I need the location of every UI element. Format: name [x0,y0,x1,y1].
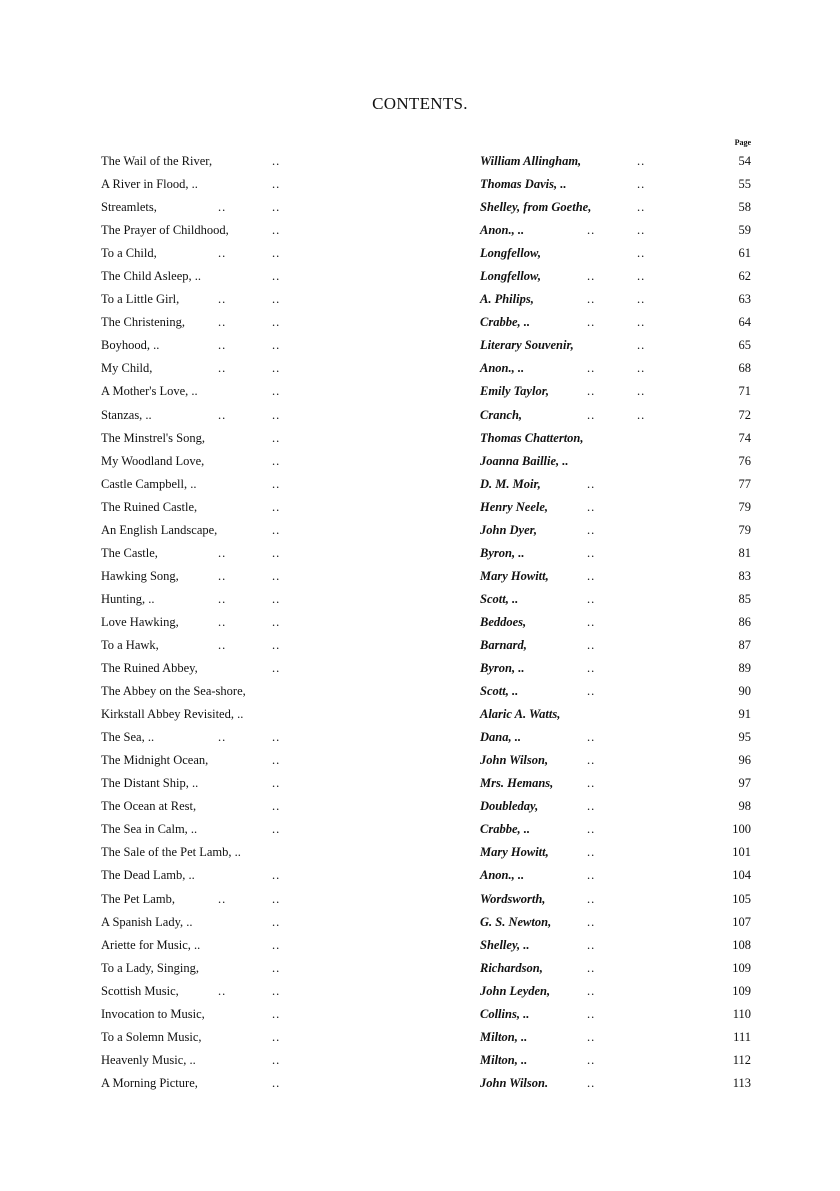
contents-entry [0,542,840,565]
entry-page-number: 83 [738,568,751,583]
leader-dots: .. [218,614,227,629]
leader-dots: .. [272,776,281,791]
leader-dots: .. [218,338,227,353]
entry-page-number: 76 [738,453,751,468]
leader-dots: .. [587,983,596,998]
entry-title: A Morning Picture, [101,1075,198,1090]
entry-title: Kirkstall Abbey Revisited, .. [101,707,244,722]
entry-page-number: 79 [738,522,751,537]
entry-author: John Wilson. [480,1075,549,1090]
entry-title: Hunting, .. [101,591,155,606]
entry-page-number: 90 [738,684,751,699]
contents-entry [0,242,840,265]
contents-entry [0,219,840,242]
leader-dots: .. [587,269,596,284]
leader-dots: .. [272,730,281,745]
leader-dots: .. [587,499,596,514]
leader-dots: .. [587,799,596,814]
entry-title: To a Child, [101,246,157,261]
contents-entry [0,288,840,311]
entry-page-number: 108 [732,937,751,952]
contents-entry [0,173,840,196]
entry-title: The Ruined Castle, [101,499,198,514]
entry-title: The Midnight Ocean, [101,753,209,768]
leader-dots: .. [637,177,646,192]
leader-dots: .. [272,983,281,998]
entry-page-number: 71 [738,384,751,399]
contents-entry [0,726,840,749]
entry-title: The Sale of the Pet Lamb, .. [101,845,241,860]
leader-dots: .. [218,891,227,906]
entry-title: Invocation to Music, [101,1006,205,1021]
entry-title: The Child Asleep, .. [101,269,201,284]
entry-page-number: 72 [738,407,751,422]
entry-author: Emily Taylor, [480,384,549,399]
leader-dots: .. [587,868,596,883]
entry-title: My Woodland Love, [101,453,205,468]
leader-dots: .. [272,637,281,652]
leader-dots: .. [272,937,281,952]
entry-page-number: 55 [738,177,751,192]
entry-title: To a Solemn Music, [101,1029,202,1044]
entry-author: Mrs. Hemans, [480,776,554,791]
entry-page-number: 104 [732,868,751,883]
leader-dots: .. [272,223,281,238]
leader-dots: .. [272,1029,281,1044]
contents-entry [0,588,840,611]
entry-title: The Wail of the River, [101,154,213,168]
entry-title: A River in Flood, .. [101,177,198,192]
leader-dots: .. [587,292,596,307]
contents-entry [0,427,840,450]
contents-entry [0,841,840,864]
entry-page-number: 86 [738,614,751,629]
leader-dots: .. [272,476,281,491]
leader-dots: .. [637,384,646,399]
contents-entry [0,703,840,726]
contents-entry [0,1049,840,1072]
entry-author: Alaric A. Watts, [480,707,561,722]
leader-dots: .. [587,407,596,422]
leader-dots: .. [272,1075,281,1090]
entry-author: Shelley, .. [480,937,530,952]
entry-page-number: 91 [738,707,751,722]
leader-dots: .. [272,568,281,583]
leader-dots: .. [637,246,646,261]
entry-author: Longfellow, [480,269,541,284]
entry-title: The Pet Lamb, [101,891,175,906]
contents-entry [0,634,840,657]
leader-dots: .. [272,591,281,606]
entry-page-number: 107 [732,914,751,929]
leader-dots: .. [272,177,281,192]
contents-entry [0,1072,840,1095]
page-title: CONTENTS. [372,94,468,113]
contents-entry [0,611,840,634]
entry-author: Richardson, [480,960,543,975]
contents-entry [0,957,840,980]
leader-dots: .. [218,407,227,422]
contents-entry [0,1026,840,1049]
leader-dots: .. [587,1029,596,1044]
leader-dots: .. [637,200,646,215]
leader-dots: .. [272,430,281,445]
entry-title: Castle Campbell, .. [101,476,197,491]
entry-page-number: 96 [738,753,751,768]
leader-dots: .. [272,338,281,353]
contents-entry [0,334,840,357]
entry-author: Wordsworth, [480,891,546,906]
contents-entry [0,565,840,588]
leader-dots: .. [272,499,281,514]
entry-page-number: 113 [732,1075,751,1090]
contents-entry [0,519,840,542]
entry-title: My Child, [101,361,153,376]
entry-page-number: 64 [738,315,751,330]
entry-page-number: 101 [732,845,751,860]
entry-page-number: 62 [738,269,751,284]
leader-dots: .. [637,154,646,168]
leader-dots: .. [587,891,596,906]
leader-dots: .. [587,476,596,491]
entry-title: The Castle, [101,545,158,560]
leader-dots: .. [218,200,227,215]
leader-dots: .. [587,361,596,376]
contents-entry [0,380,840,403]
contents-entry [0,357,840,380]
entry-title: The Dead Lamb, .. [101,868,195,883]
leader-dots: .. [218,361,227,376]
contents-entry [0,888,840,911]
contents-entry [0,980,840,1003]
contents-entry [0,864,840,887]
leader-dots: .. [587,315,596,330]
leader-dots: .. [272,799,281,814]
entry-title: Hawking Song, [101,568,179,583]
entry-page-number: 97 [738,776,751,791]
leader-dots: .. [587,568,596,583]
entry-author: Literary Souvenir, [480,338,574,353]
leader-dots: .. [587,1052,596,1067]
entry-author: Beddoes, [480,614,527,629]
entry-title: A Spanish Lady, .. [101,914,193,929]
entry-title: Heavenly Music, .. [101,1052,196,1067]
leader-dots: .. [587,776,596,791]
contents-entry [0,196,840,219]
leader-dots: .. [218,545,227,560]
leader-dots: .. [272,384,281,399]
entry-author: D. M. Moir, [480,476,541,491]
leader-dots: .. [218,591,227,606]
contents-list [0,150,840,1095]
leader-dots: .. [587,384,596,399]
leader-dots: .. [587,614,596,629]
entry-author: Anon., .. [480,361,525,376]
entry-title: The Christening, [101,315,186,330]
leader-dots: .. [272,753,281,768]
entry-author: John Dyer, [480,522,537,537]
contents-entry [0,680,840,703]
leader-dots: .. [637,361,646,376]
entry-author: Barnard, [480,637,527,652]
contents-entry [0,450,840,473]
leader-dots: .. [587,637,596,652]
entry-page-number: 54 [738,154,751,168]
leader-dots: .. [637,223,646,238]
contents-entry [0,772,840,795]
entry-title: Ariette for Music, .. [101,937,201,952]
entry-author: Anon., .. [480,223,525,238]
entry-title: Scottish Music, [101,983,179,998]
contents-entry [0,818,840,841]
entry-author: Crabbe, .. [480,822,530,837]
contents-entry [0,150,840,173]
leader-dots: .. [587,1006,596,1021]
leader-dots: .. [218,246,227,261]
leader-dots: .. [587,684,596,699]
entry-title: To a Hawk, [101,637,159,652]
entry-page-number: 74 [738,430,751,445]
entry-author: Byron, .. [480,545,525,560]
leader-dots: .. [272,269,281,284]
leader-dots: .. [587,822,596,837]
leader-dots: .. [272,614,281,629]
entry-title: The Distant Ship, .. [101,776,199,791]
contents-entry [0,473,840,496]
entry-author: Mary Howitt, [480,568,549,583]
contents-entry [0,657,840,680]
entry-page-number: 110 [732,1006,751,1021]
entry-title: Boyhood, .. [101,338,160,353]
entry-page-number: 61 [738,246,751,261]
leader-dots: .. [272,246,281,261]
leader-dots: .. [218,568,227,583]
entry-page-number: 111 [733,1029,751,1044]
entry-page-number: 85 [738,591,751,606]
leader-dots: .. [218,983,227,998]
contents-entry [0,1003,840,1026]
entry-title: The Sea in Calm, .. [101,822,198,837]
leader-dots: .. [218,315,227,330]
entry-title: An English Landscape, [101,522,218,537]
entry-author: Thomas Davis, .. [480,177,567,192]
leader-dots: .. [272,154,281,168]
contents-entry [0,311,840,334]
entry-author: Cranch, [480,407,523,422]
entry-author: John Leyden, [480,983,551,998]
leader-dots: .. [272,1006,281,1021]
leader-dots: .. [637,269,646,284]
leader-dots: .. [272,315,281,330]
entry-author: Doubleday, [480,799,539,814]
entry-page-number: 105 [732,891,751,906]
contents-entry [0,795,840,818]
leader-dots: .. [637,315,646,330]
leader-dots: .. [637,292,646,307]
entry-author: A. Philips, [480,292,534,307]
entry-title: The Minstrel's Song, [101,430,205,445]
entry-author: Joanna Baillie, .. [480,453,569,468]
entry-page-number: 77 [738,476,751,491]
entry-page-number: 109 [732,960,751,975]
leader-dots: .. [218,292,227,307]
contents-entry [0,404,840,427]
entry-page-number: 98 [738,799,751,814]
entry-title: The Sea, .. [101,730,155,745]
leader-dots: .. [587,914,596,929]
leader-dots: .. [272,292,281,307]
leader-dots: .. [272,200,281,215]
entry-title: Stanzas, .. [101,407,152,422]
leader-dots: .. [272,891,281,906]
entry-page-number: 63 [738,292,751,307]
leader-dots: .. [272,407,281,422]
leader-dots: .. [637,407,646,422]
leader-dots: .. [587,545,596,560]
entry-page-number: 59 [738,223,751,238]
entry-title: To a Lady, Singing, [101,960,199,975]
entry-author: Anon., .. [480,868,525,883]
entry-page-number: 112 [732,1052,751,1067]
leader-dots: .. [587,223,596,238]
leader-dots: .. [587,1075,596,1090]
entry-author: John Wilson, [480,753,549,768]
entry-author: Longfellow, [480,246,541,261]
entry-page-number: 109 [732,983,751,998]
leader-dots: .. [587,522,596,537]
leader-dots: .. [218,730,227,745]
entry-author: Mary Howitt, [480,845,549,860]
entry-author: Collins, .. [480,1006,530,1021]
entry-author: Henry Neele, [480,499,549,514]
leader-dots: .. [272,1052,281,1067]
leader-dots: .. [587,937,596,952]
leader-dots: .. [272,822,281,837]
entry-author: Milton, .. [480,1029,528,1044]
entry-page-number: 68 [738,361,751,376]
entry-title: Streamlets, [101,200,157,215]
entry-author: Dana, .. [480,730,521,745]
entry-title: The Abbey on the Sea-shore, [101,684,246,699]
entry-title: The Ocean at Rest, [101,799,197,814]
entry-page-number: 81 [738,545,751,560]
leader-dots: .. [272,545,281,560]
leader-dots: .. [587,591,596,606]
leader-dots: .. [272,661,281,676]
leader-dots: .. [272,914,281,929]
entry-author: G. S. Newton, [480,914,552,929]
entry-page-number: 87 [738,637,751,652]
leader-dots: .. [587,960,596,975]
entry-page-number: 79 [738,499,751,514]
leader-dots: .. [218,637,227,652]
entry-author: Scott, .. [480,591,519,606]
entry-author: Byron, .. [480,661,525,676]
entry-author: Thomas Chatterton, [480,430,584,445]
leader-dots: .. [272,361,281,376]
leader-dots: .. [272,522,281,537]
entry-author: Scott, .. [480,684,519,699]
entry-page-number: 89 [738,661,751,676]
entry-title: Love Hawking, [101,614,179,629]
contents-entry [0,265,840,288]
entry-author: William Allingham, [480,154,582,168]
entry-title: The Prayer of Childhood, [101,223,229,238]
contents-entry [0,749,840,772]
page-column-label: Page [734,138,751,147]
entry-author: Milton, .. [480,1052,528,1067]
leader-dots: .. [587,753,596,768]
leader-dots: .. [587,730,596,745]
leader-dots: .. [272,960,281,975]
contents-entry [0,934,840,957]
entry-page-number: 100 [732,822,751,837]
entry-author: Crabbe, .. [480,315,530,330]
entry-title: The Ruined Abbey, [101,661,198,676]
leader-dots: .. [637,338,646,353]
contents-entry [0,911,840,934]
entry-page-number: 95 [738,730,751,745]
leader-dots: .. [587,845,596,860]
entry-title: To a Little Girl, [101,292,180,307]
leader-dots: .. [272,453,281,468]
leader-dots: .. [272,868,281,883]
entry-page-number: 58 [738,200,751,215]
entry-page-number: 65 [738,338,751,353]
leader-dots: .. [587,661,596,676]
entry-title: A Mother's Love, .. [101,384,198,399]
entry-author: Shelley, from Goethe, [480,200,592,215]
contents-entry [0,496,840,519]
